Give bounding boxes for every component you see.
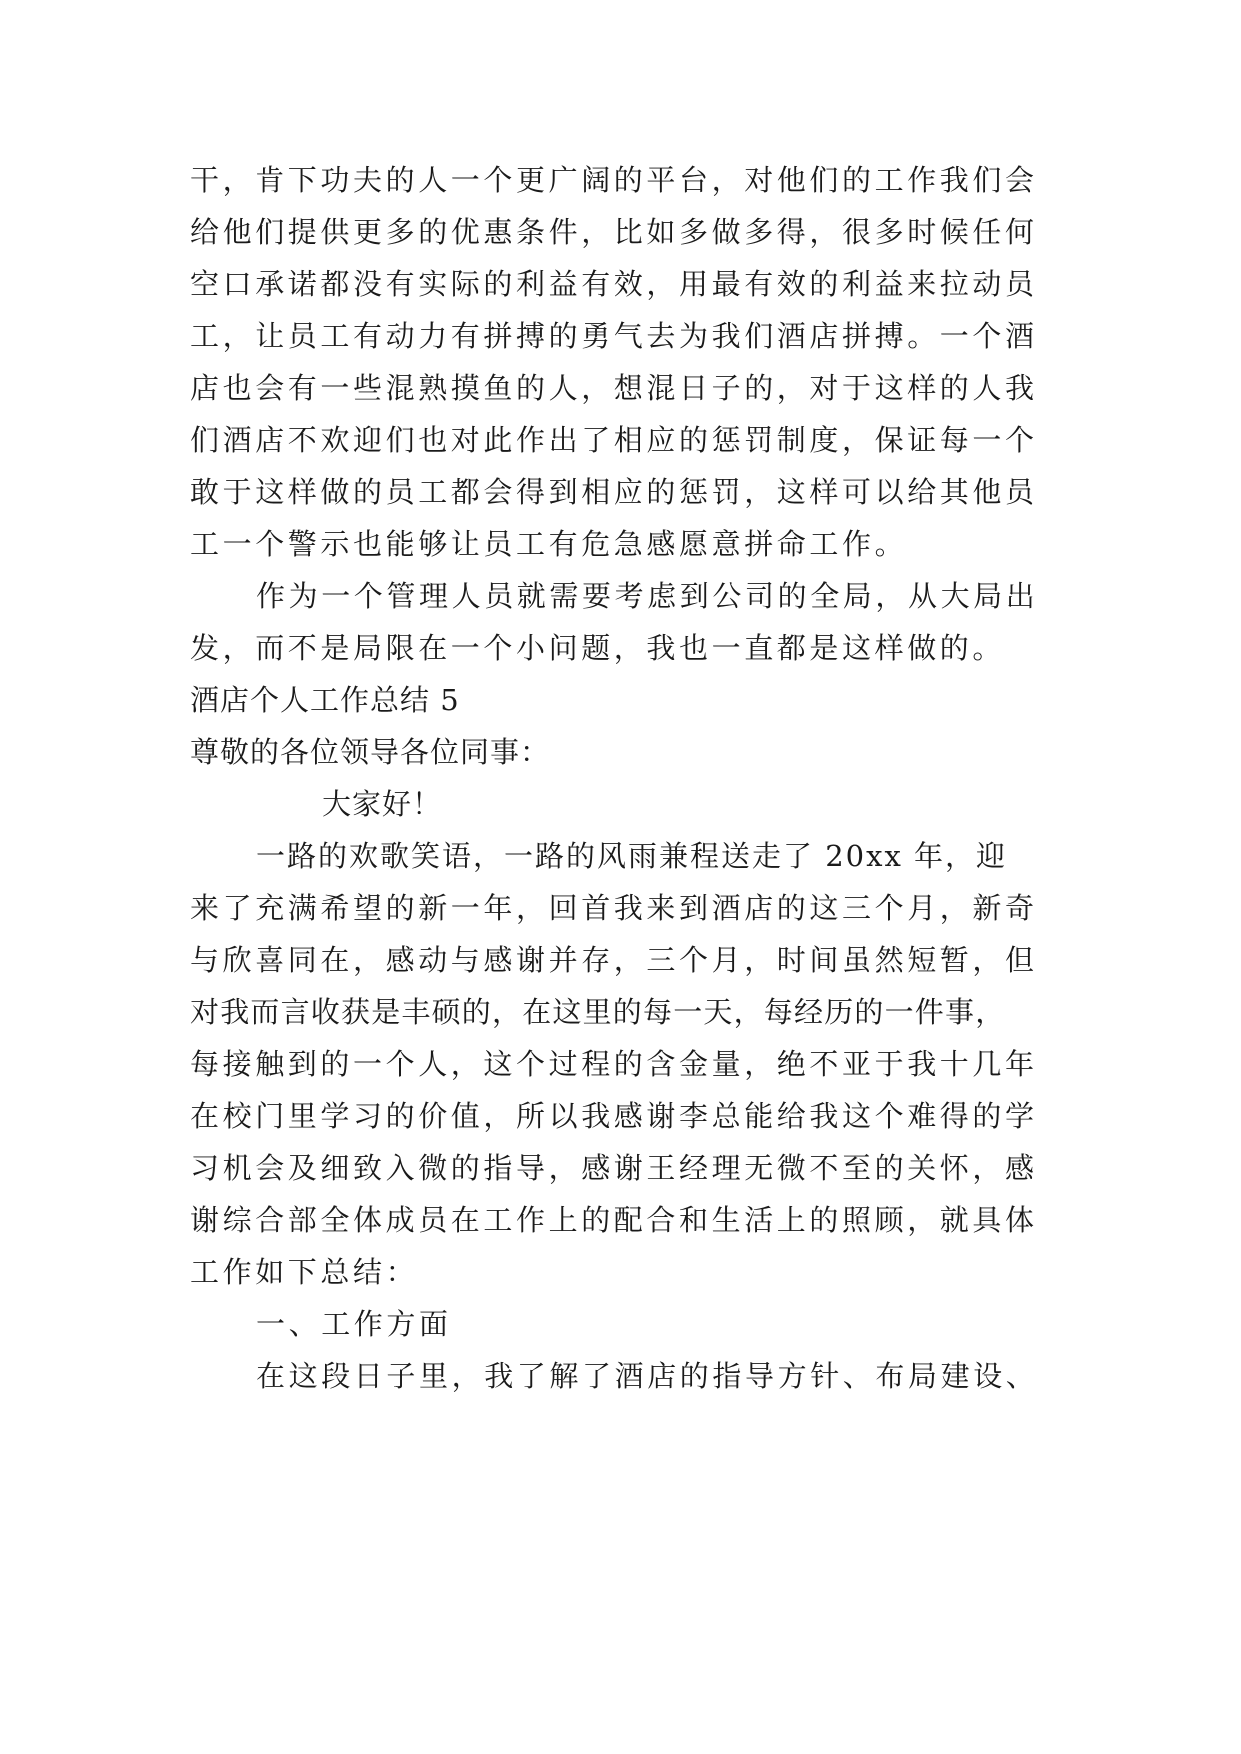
paragraph-start-line: 一路的欢歌笑语，一路的风雨兼程送走了 20xx 年，迎 [256,839,1008,873]
greeting: 大家好！ [322,787,443,821]
text-line: 习机会及细致入微的指导，感谢王经理无微不至的关怀，感 [190,1151,1038,1185]
text-line: 工一个警示也能够让员工有危急感愿意拼命工作。 [190,527,908,561]
subsection-heading: 一、工作方面 [256,1307,452,1341]
text-line: 干，肯下功夫的人一个更广阔的平台，对他们的工作我们会 [190,163,1038,197]
text-line: 给他们提供更多的优惠条件，比如多做多得，很多时候任何 [190,215,1038,249]
text-line: 与欣喜同在，感动与感谢并存，三个月，时间虽然短暂，但 [190,943,1038,977]
text-line: 工作如下总结： [190,1255,419,1289]
text-line: 发，而不是局限在一个小问题，我也一直都是这样做的。 [190,631,1006,665]
text-line: 店也会有一些混熟摸鱼的人，想混日子的，对于这样的人我 [190,371,1038,405]
paragraph-start-line: 在这段日子里，我了解了酒店的指导方针、布局建设、 [256,1359,1039,1393]
text-line: 谢综合部全体成员在工作上的配合和生活上的照顾，就具体 [190,1203,1038,1237]
paragraph-start-line: 作为一个管理人员就需要考虑到公司的全局，从大局出 [256,579,1039,613]
text-line: 每接触到的一个人，这个过程的含金量，绝不亚于我十几年 [190,1047,1038,1081]
text-line: 敢于这样做的员工都会得到相应的惩罚，这样可以给其他员 [190,475,1038,509]
text-line: 对我而言收获是丰硕的，在这里的每一天，每经历的一件事， [190,995,1006,1029]
salutation: 尊敬的各位领导各位同事： [190,735,551,769]
text-line: 们酒店不欢迎们也对此作出了相应的惩罚制度，保证每一个 [190,423,1038,457]
text-line: 空口承诺都没有实际的利益有效，用最有效的利益来拉动员 [190,267,1038,301]
text-line: 工，让员工有动力有拼搏的勇气去为我们酒店拼搏。一个酒 [190,319,1038,353]
text-line: 来了充满希望的新一年，回首我来到酒店的这三个月，新奇 [190,891,1038,925]
section-title: 酒店个人工作总结 5 [190,683,460,717]
text-line: 在校门里学习的价值，所以我感谢李总能给我这个难得的学 [190,1099,1038,1133]
